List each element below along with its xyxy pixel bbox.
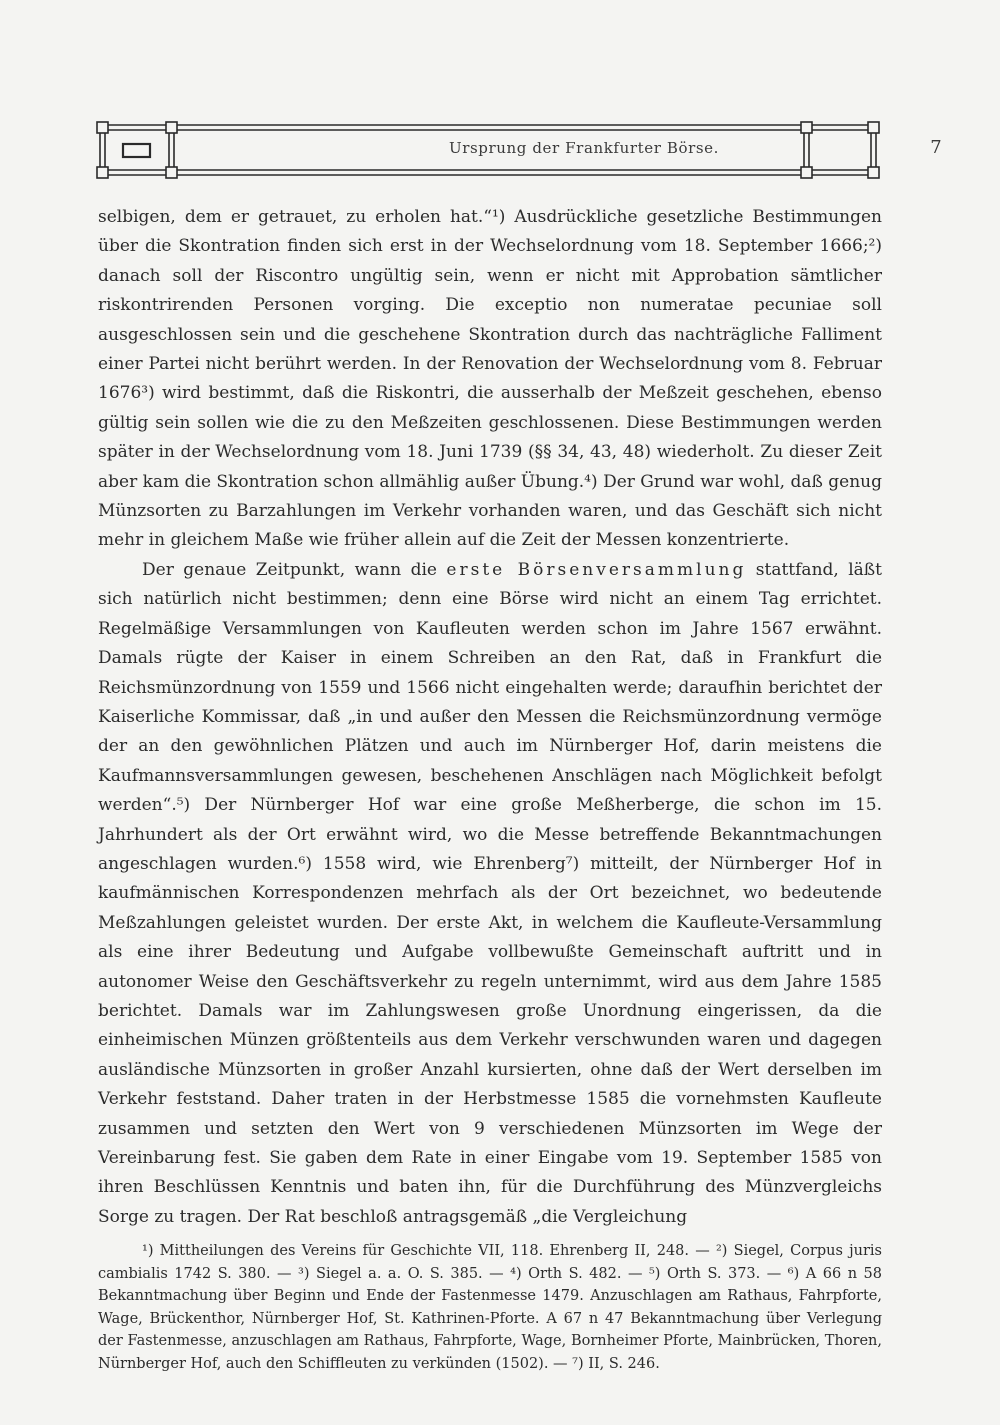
footnote-text: ¹) Mittheilungen des Vereins für Geschichte VII, 118. Ehrenberg II, 248. — ²) Siegel, Corpus juris cambialis 1742 S. 380. — ³) Siegel a. a. O. S. 385. — ⁴) Orth S. 482. — ⁵) Orth S. 373. — ⁶) A 66 n 58 Bekanntmachung über Beginn und Ende der Fastenmesse 1479. Anzuschlagen am Rathaus, Fahrpforte, Wage, Brückenthor, Nürnberger Hof, St. Kathrinen-Pforte. A 67 n 47 Bekanntmachung über Verlegung der Fastenmesse, anzuschlagen am Rathaus, Fahrpforte, Wage, Bornheimer Pforte, Mainbrücken, Thoren, Nürnberger Hof, auch den Schiffleuten zu verkünden (1502). — ⁷) II, S. 246.	[98, 1243, 882, 1372]
emphasized-term: erste Börsenversammlung	[446, 559, 747, 580]
page-number: 7	[930, 137, 942, 158]
paragraph-2-start: Der genaue Zeitpunkt, wann die	[142, 559, 447, 580]
paragraph-2	[98, 556, 882, 1232]
paragraph-1: selbigen, dem er getrauet, zu erholen hat.“¹) Ausdrückliche gesetzliche Bestimmungen über die Skontration finden sich erst in der Wechselordnung vom 18. September 1666;²) danach soll der Riscontro ungültig sein, wenn er nicht mit Approbation sämtlicher riskontrirenden Personen vorging. Die exceptio non numeratae pecuniae soll ausgeschlossen sein und die geschehene Skontration durch das nachträgliche Falliment einer Partei nicht berührt werden. In der Renovation der Wechselordnung vom 8. Februar 1676³) wird bestimmt, daß die Riskontri, die ausserhalb der Meßzeit geschehen, ebenso gültig sein sollen wie die zu den Meßzeiten geschlossenen. Diese Bestimmungen werden später in der Wechselordnung vom 18. Juni 1739 (§§ 34, 43, 48) wiederholt. Zu dieser Zeit aber kam die Skontration schon allmählig außer Übung.⁴) Der Grund war wohl, daß genug Münzsorten zu Barzahlungen im Verkehr vorhanden waren, und das Geschäft sich nicht mehr in gleichem Maße wie früher allein auf die Zeit der Messen konzentrierte.	[98, 207, 882, 551]
footnotes	[98, 1240, 882, 1376]
ornament-box-icon	[123, 144, 150, 157]
paragraph-2-rest: stattfand, läßt sich natürlich nicht bestimmen; denn eine Börse wird nicht an einem Tag errichtet. Regelmäßige Versammlungen von Kaufleuten werden schon im Jahre 1567 erwähnt. Damals rügte der Kaiser in einem Schreiben an den Rat, daß in Frankfurt die Reichsmünzordnung von 1559 und 1566 nicht eingehalten werde; daraufhin berichtet der Kaiserliche Kommissar, daß „in und außer den Messen die Reichsmünzordnung vermöge der an den gewöhnlichen Plätzen und auch im Nürnberger Hof, darin meistens die Kaufmannsversammlungen gewesen, beschehenen Anschlägen nach Möglichkeit befolgt werden“.⁵) Der Nürnberger Hof war eine große Meßherberge, die schon im 15. Jahrhundert als der Ort erwähnt wird, wo die Messe betreffende Bekanntmachungen angeschlagen wurden.⁶) 1558 wird, wie Ehrenberg⁷) mitteilt, der Nürnberger Hof in kaufmännischen Korrespondenzen mehrfach als der Ort bezeichnet, wo bedeutende Meßzahlungen geleistet wurden. Der erste Akt, in welchem die Kaufleute-Versammlung als eine ihrer Bedeutung und Aufgabe vollbewußte Gemeinschaft auftritt und in autonomer Weise den Geschäftsverkehr zu regeln unternimmt, wird aus dem Jahre 1585 berichtet. Damals war im Zahlungswesen große Unordnung eingerissen, da die einheimischen Münzen größtenteils aus dem Verkehr verschwunden waren und dagegen ausländische Münzsorten in großer Anzahl kursierten, ohne daß der Wert derselben im Verkehr feststand. Daher traten in der Herbstmesse 1585 die vornehmsten Kaufleute zusammen und setzten den Wert von 9 verschiedenen Münzsorten im Wege der Vereinbarung fest. Sie gaben dem Rate in einer Eingabe vom 19. September 1585 von ihren Beschlüssen Kenntnis und baten ihn, für die Durchführung des Münzvergleichs Sorge zu tragen. Der Rat beschloß antragsgemäß „die Vergleichung	[98, 559, 882, 1227]
running-title: Ursprung der Frankfurter Börse.	[448, 139, 720, 157]
main-text	[98, 203, 882, 1232]
page-header	[96, 121, 942, 179]
